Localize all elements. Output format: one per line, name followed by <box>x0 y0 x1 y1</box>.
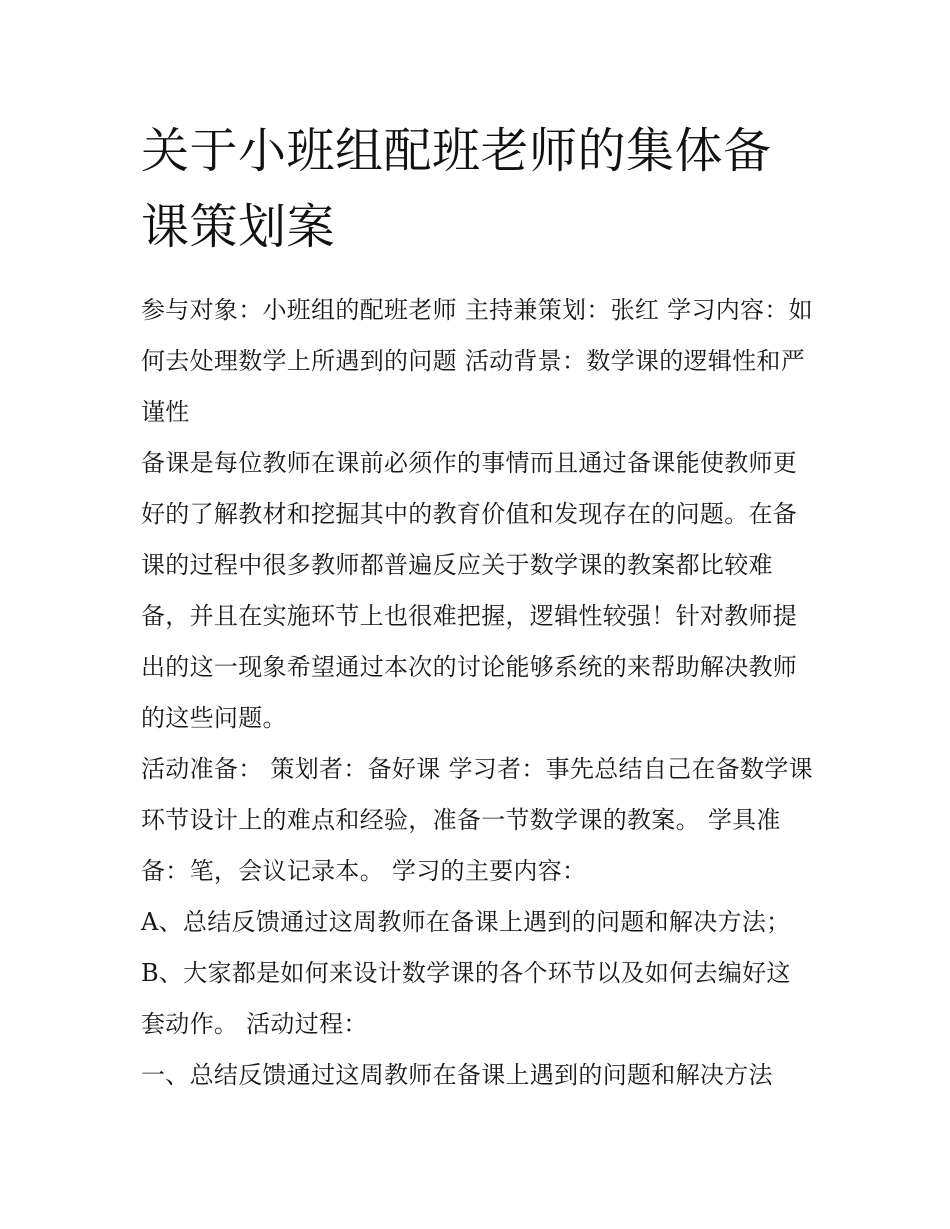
paragraph-preparation: 活动准备： 策划者：备好课 学习者：事先总结自己在备数学课环节设计上的难点和经验，准备一节数学课的教案。 学具准备：笔，会议记录本。 学习的主要内容： <box>141 755 813 885</box>
paragraph-participants: 参与对象：小班组的配班老师 主持兼策划：张红 学习内容：如何去处理数学上所遇到的问题 活动背景：数学课的逻辑性和严谨性 <box>141 296 813 426</box>
paragraph-item-a: A、总结反馈通过这周教师在备课上遇到的问题和解决方法； <box>141 908 791 936</box>
paragraph-background: 备课是每位教师在课前必须作的事情而且通过备课能使教师更好的了解教材和挖掘其中的教育价值和发现存在的问题。在备课的过程中很多教师都普遍反应关于数学课的教案都比较难备，并且在实施环节上也很难把握，逻辑性较强！针对教师提出的这一现象希望通过本次的讨论能够系统的来帮助解决教师的这些问题。 <box>141 449 798 732</box>
document-content <box>141 113 813 1101</box>
document-body <box>141 285 813 1101</box>
paragraph-item-b: B、大家都是如何来设计数学课的各个环节以及如何去编好这套动作。 活动过程： <box>141 959 791 1038</box>
paragraph-step-one: 一、总结反馈通过这周教师在备课上遇到的问题和解决方法 <box>141 1061 773 1089</box>
document-title: 关于小班组配班老师的集体备课策划案 <box>141 123 772 255</box>
